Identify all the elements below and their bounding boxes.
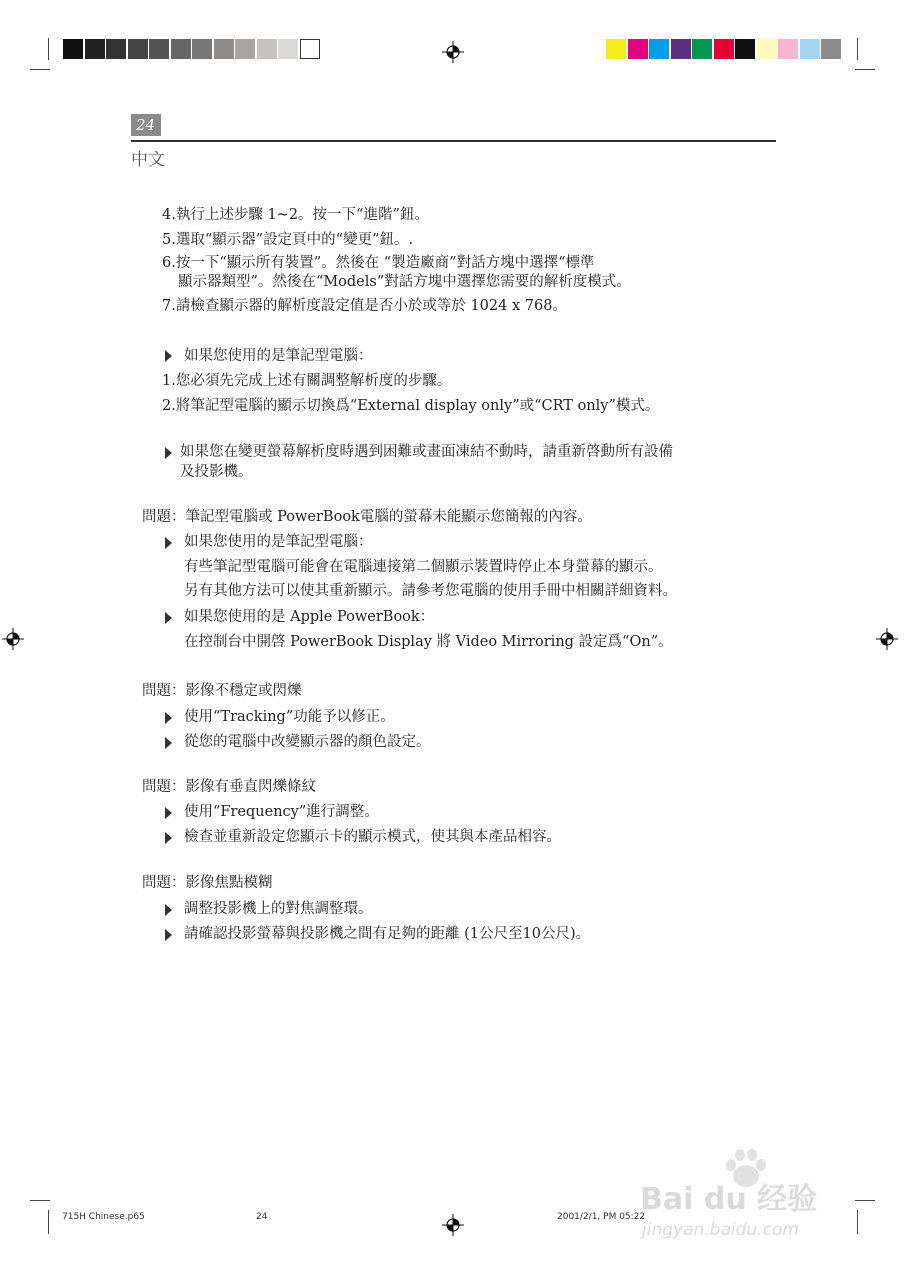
bullet-text: 及投影機。 xyxy=(180,464,253,480)
color-swatch xyxy=(278,39,298,59)
color-swatch xyxy=(63,39,83,59)
crop-mark xyxy=(30,69,50,70)
bullet-text: 如果您在變更螢幕解析度時遇到困難或畫面凍結不動時，請重新啓動所有設備 xyxy=(180,444,673,460)
bullet-icon xyxy=(165,447,172,459)
bullet-text: 如果您使用的是 Apple PowerBook： xyxy=(184,609,435,625)
body-text: 有些筆記型電腦可能會在電腦連接第二個顯示裝置時停止本身螢幕的顯示。 xyxy=(184,559,663,575)
question-title: 問題：影像不穩定或閃爍 xyxy=(142,683,302,699)
color-swatch xyxy=(800,39,820,59)
crop-mark xyxy=(48,1210,49,1234)
bullet-text: 檢查並重新設定您顯示卡的顯示模式，使其與本產品相容。 xyxy=(184,829,561,845)
language-label: 中文 xyxy=(131,150,165,170)
list-item: 2.將筆記型電腦的顯示切換爲“External display only”或“CRT only”模式。 xyxy=(162,398,660,414)
question-title: 問題：影像焦點模糊 xyxy=(142,875,273,891)
color-swatch xyxy=(778,39,798,59)
bullet-icon xyxy=(165,537,172,549)
registration-mark-icon xyxy=(876,628,898,650)
header-rule xyxy=(131,140,776,142)
bullet-text: 使用“Frequency”進行調整。 xyxy=(184,804,379,820)
color-swatch xyxy=(628,39,648,59)
registration-mark-icon xyxy=(2,628,24,650)
bullet-text: 如果您使用的是筆記型電腦： xyxy=(184,534,373,550)
page-number-badge: 24 xyxy=(131,114,161,136)
color-swatch xyxy=(214,39,234,59)
color-swatch xyxy=(606,39,626,59)
bullet-icon xyxy=(165,712,172,724)
step-line: 5.選取“顯示器”設定頁中的“變更”鈕。. xyxy=(162,232,414,248)
bullet-text: 使用“Tracking”功能予以修正。 xyxy=(184,709,395,725)
list-item: 1.您必須先完成上述有關調整解析度的步驟。 xyxy=(162,373,452,389)
color-swatch xyxy=(128,39,148,59)
watermark-url: jingyan.baidu.com xyxy=(642,1220,799,1240)
color-swatch xyxy=(235,39,255,59)
color-swatch xyxy=(85,39,105,59)
registration-mark-icon xyxy=(442,1214,464,1236)
color-swatch xyxy=(671,39,691,59)
footer-filename: 715H Chinese.p65 xyxy=(62,1212,145,1222)
bullet-icon xyxy=(165,807,172,819)
crop-mark xyxy=(48,38,49,60)
watermark-brand: Bai du 经验 xyxy=(640,1182,818,1217)
body-text: 另有其他方法可以使其重新顯示。請參考您電腦的使用手冊中相關詳細資料。 xyxy=(184,583,677,599)
step-line: 4.執行上述步驟 1~2。按一下“進階”鈕。 xyxy=(162,207,429,223)
color-swatch xyxy=(149,39,169,59)
bullet-icon xyxy=(165,350,172,362)
color-swatch xyxy=(649,39,669,59)
color-swatch xyxy=(106,39,126,59)
bullet-icon xyxy=(165,904,172,916)
body-text: 在控制台中開啓 PowerBook Display 將 Video Mirroring 設定爲“On”。 xyxy=(184,634,673,650)
bullet-icon xyxy=(165,612,172,624)
registration-mark-icon xyxy=(442,41,464,63)
bullet-icon xyxy=(165,737,172,749)
question-title: 問題：影像有垂直閃爍條紋 xyxy=(142,779,316,795)
crop-mark xyxy=(855,69,875,70)
crop-mark xyxy=(857,38,858,60)
color-swatch xyxy=(735,39,755,59)
step-line: 7.請檢查顯示器的解析度設定值是否小於或等於 1024 x 768。 xyxy=(162,298,567,314)
bullet-text: 調整投影機上的對焦調整環。 xyxy=(184,901,373,917)
color-swatch xyxy=(192,39,212,59)
bullet-text: 從您的電腦中改變顯示器的顏色設定。 xyxy=(184,734,431,750)
bullet-icon xyxy=(165,832,172,844)
color-swatch xyxy=(257,39,277,59)
color-swatch xyxy=(171,39,191,59)
watermark xyxy=(640,1148,850,1248)
crop-mark xyxy=(855,1200,875,1201)
bullet-icon xyxy=(165,929,172,941)
crop-mark xyxy=(30,1200,50,1201)
step-line: 6.按一下“顯示所有裝置”。然後在 “製造廠商”對話方塊中選擇“標準 xyxy=(162,255,595,271)
step-line: 顯示器類型”。然後在“Models”對話方塊中選擇您需要的解析度模式。 xyxy=(178,274,631,290)
color-swatch xyxy=(692,39,712,59)
color-swatch xyxy=(300,39,320,59)
bullet-text: 請確認投影螢幕與投影機之間有足夠的距離 (1公尺至10公尺)。 xyxy=(184,926,591,942)
color-swatch xyxy=(714,39,734,59)
color-swatch xyxy=(757,39,777,59)
footer-timestamp: 2001/2/1, PM 05:22 xyxy=(557,1212,646,1222)
crop-mark xyxy=(857,1210,858,1234)
bullet-text: 如果您使用的是筆記型電腦： xyxy=(184,348,373,364)
question-title: 問題：筆記型電腦或 PowerBook電腦的螢幕未能顯示您簡報的內容。 xyxy=(142,509,592,525)
footer-page-number: 24 xyxy=(256,1212,268,1222)
color-swatch xyxy=(821,39,841,59)
